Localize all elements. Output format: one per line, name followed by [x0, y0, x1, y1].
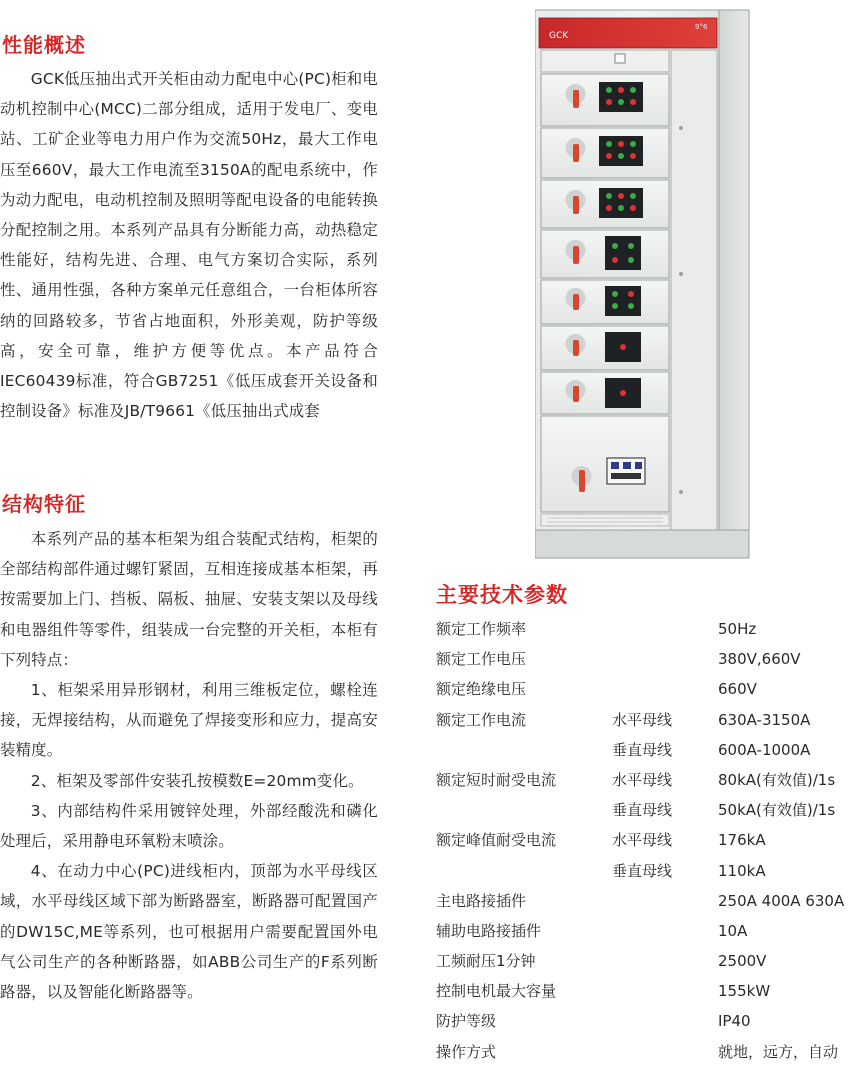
drawer-unit — [541, 180, 669, 228]
spec-value: 2500V — [718, 952, 767, 971]
drawer-unit — [541, 326, 669, 370]
overview-paragraph: GCK低压抽出式开关柜由动力配电中心(PC)柜和电动机控制中心(MCC)二部分组成，适用于发电厂、变电站、工矿企业等电力用户作为交流50Hz，最大工作电压至660V，最大工作电流至3150A的配电系统中，作为动力配电，电动机控制及照明等配电设备的电能转换分配控制之用。本系列产品具有分断能力高，动热稳定性能好，结构先进、合理、电气方案切合实际，系列性、通用性强，各种方案单元任意组合，一台柜体所容纳的回路较多，节省占地面积，外形美观，防护等级高，安全可靠，维护方便等优点。本产品符合IEC60439标准，符合GB7251《低压成套开关设备和控制设备》标准及JB/T9661《低压抽出式成套 — [0, 70, 378, 421]
structure-heading: 结构特征 — [2, 492, 86, 516]
spec-bus-type: 垂直母线 — [612, 740, 673, 759]
spec-value: 380V,660V — [718, 650, 801, 669]
spec-row — [436, 886, 860, 916]
spec-bus-type: 水平母线 — [612, 710, 673, 729]
spec-name: 辅助电路接插件 — [436, 921, 542, 940]
spec-row — [436, 705, 860, 735]
spec-row — [436, 644, 860, 674]
spec-name: 额定峰值耐受电流 — [436, 831, 557, 850]
spec-row — [436, 674, 860, 704]
spec-bus-type: 水平母线 — [612, 831, 673, 850]
incoming-unit — [541, 416, 669, 512]
spec-row — [436, 976, 860, 1006]
cabinet-brand-mark: 9°6 — [695, 23, 708, 31]
spec-name: 额定短时耐受电流 — [436, 770, 557, 789]
spec-row — [436, 946, 860, 976]
spec-value: 155kW — [718, 982, 771, 1001]
overview-heading: 性能概述 — [2, 33, 86, 57]
drawer-unit — [541, 128, 669, 178]
spec-bus-type: 水平母线 — [612, 770, 673, 789]
spec-value: 176kA — [718, 831, 766, 850]
drawer-unit — [541, 230, 669, 278]
spec-row — [436, 735, 860, 765]
structure-paragraph-intro: 本系列产品的基本柜架为组合装配式结构，柜架的全部结构部件通过螺钉紧固，互相连接成基本柜架，再按需要加上门、挡板、隔板、抽屉、安装支架以及母线和电器组件等零件，组装成一台完整的开关柜，本柜有下列特点： — [0, 530, 378, 669]
spec-bus-type: 垂直母线 — [612, 801, 673, 820]
drawer-unit — [541, 74, 669, 126]
spec-value: 630A-3150A — [718, 710, 811, 729]
switchgear-cabinet-image — [535, 4, 753, 564]
spec-name: 控制电机最大容量 — [436, 982, 557, 1001]
spec-table — [436, 614, 860, 1067]
spec-name: 额定工作频率 — [436, 620, 527, 638]
spec-row — [436, 916, 860, 946]
structure-paragraph-4: 4、在动力中心(PC)进线柜内，顶部为水平母线区域，水平母线区域下部为断路器室，断路器可配置国产的DW15C,ME等系列，也可根据用户需要配置国外电气公司生产的各种断路器，如ABB公司生产的F系列断路器，以及智能化断路器等。 — [0, 862, 378, 1002]
spec-value: 250A 400A 630A — [718, 891, 845, 910]
spec-name: 额定绝缘电压 — [436, 680, 527, 699]
drawer-unit — [541, 280, 669, 324]
spec-row — [436, 614, 860, 644]
spec-value: 就地，远方，自动 — [718, 1042, 839, 1061]
spec-name: 额定工作电压 — [436, 650, 527, 669]
spec-value: IP40 — [718, 1012, 751, 1031]
structure-paragraph-1: 1、柜架采用异形钢材，利用三维板定位，螺栓连接，无焊接结构，从而避免了焊接变形和应力，提高安装精度。 — [0, 681, 378, 760]
specs-heading: 主要技术参数 — [436, 583, 568, 607]
spec-name: 操作方式 — [436, 1042, 497, 1061]
spec-row — [436, 1006, 860, 1036]
spec-row — [436, 825, 860, 855]
spec-value: 80kA(有效值)/1s — [718, 770, 836, 789]
structure-paragraph-3: 3、内部结构件采用镀锌处理，外部经酸洗和磷化处理后，采用静电环氧粉末喷涂。 — [0, 801, 378, 851]
spec-value: 10A — [718, 921, 748, 940]
structure-text — [0, 524, 378, 1007]
spec-value: 110kA — [718, 861, 766, 880]
spec-name: 额定工作电流 — [436, 710, 527, 729]
spec-value: 660V — [718, 680, 757, 699]
spec-row — [436, 856, 860, 886]
spec-value: 50kA(有效值)/1s — [718, 801, 836, 820]
spec-bus-type: 垂直母线 — [612, 861, 673, 880]
structure-paragraph-2: 2、柜架及零部件安装孔按模数E=20mm变化。 — [30, 771, 364, 790]
cabinet-brand-label: GCK — [549, 31, 569, 41]
spec-value: 50Hz — [718, 620, 757, 638]
drawer-unit — [541, 372, 669, 414]
spec-row — [436, 765, 860, 795]
spec-value: 600A-1000A — [718, 740, 811, 759]
spec-row — [436, 795, 860, 825]
spec-name: 防护等级 — [436, 1012, 497, 1031]
spec-name: 工频耐压1分钟 — [436, 952, 536, 971]
spec-row — [436, 1037, 860, 1067]
spec-name: 主电路接插件 — [436, 891, 527, 910]
